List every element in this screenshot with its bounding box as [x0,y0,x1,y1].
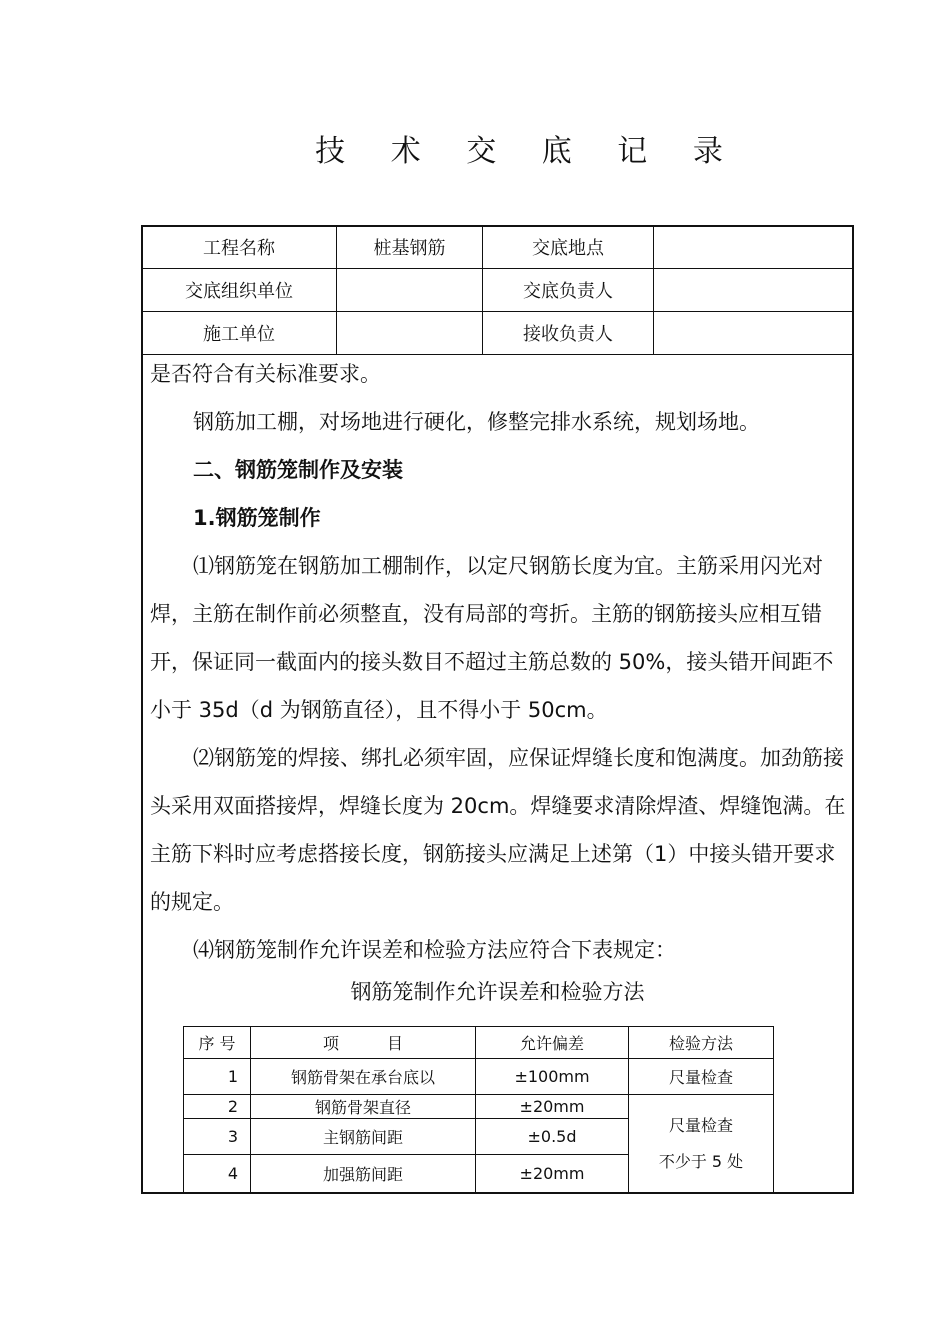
col-header-method: 检验方法 [629,1027,774,1059]
table-row [184,1095,774,1119]
spec-table [183,1026,774,1193]
col-header-no: 序 号 [184,1027,251,1059]
location-value [654,226,854,269]
org-unit-label: 交底组织单位 [142,269,337,312]
responsible-value [654,269,854,312]
table-caption: 钢筋笼制作允许误差和检验方法 [350,980,645,1004]
receiver-value [654,312,854,355]
receiver-label: 接收负责人 [483,312,654,355]
row-tolerance: ±20mm [476,1095,629,1119]
project-name-label: 工程名称 [142,226,337,269]
responsible-label: 交底负责人 [483,269,654,312]
row-no: 3 [184,1119,251,1155]
subsection-heading: 1.钢筋笼制作 [193,506,321,530]
table-row [184,1059,774,1095]
row-tolerance: ±100mm [476,1059,629,1095]
row-no: 1 [184,1059,251,1095]
row-tolerance: ±20mm [476,1155,629,1193]
method-line-2: 不少于 5 处 [658,1151,744,1171]
paragraph: 是否符合有关标准要求。 [150,362,381,386]
row-tolerance: ±0.5d [476,1119,629,1155]
paragraph: 钢筋加工棚，对场地进行硬化，修整完排水系统，规划场地。 [193,410,760,434]
location-label: 交底地点 [483,226,654,269]
row-item: 加强筋间距 [251,1155,476,1193]
construction-unit-value [337,312,483,355]
method-line-1: 尺量检查 [668,1115,733,1135]
project-name-value: 桩基钢筋 [337,226,483,269]
row-item: 钢筋骨架直径 [251,1095,476,1119]
page-title: 技 术 交 底 记 录 [315,134,741,169]
col-header-tolerance: 允许偏差 [476,1027,629,1059]
row-method: 尺量检查 [629,1059,774,1095]
row-no: 2 [184,1095,251,1119]
paragraph: ⑵钢筋笼的焊接、绑扎必须牢固，应保证焊缝长度和饱满度。加劲筋接头采用双面搭接焊，焊缝长度为 20cm。焊缝要求清除焊渣、焊缝饱满。在主筋下料时应考虑搭接长度，钢筋接头应满足上述第（1）中接头错开要求的规定。 [150,746,846,914]
construction-unit-label: 施工单位 [142,312,337,355]
header-table [141,225,854,355]
section-heading: 二、钢筋笼制作及安装 [193,458,403,482]
col-header-item: 项 目 [251,1027,476,1059]
paragraph: ⑷钢筋笼制作允许误差和检验方法应符合下表规定： [193,938,676,962]
row-no: 4 [184,1155,251,1193]
org-unit-value [337,269,483,312]
row-item: 钢筋骨架在承台底以 [251,1059,476,1095]
paragraph: ⑴钢筋笼在钢筋加工棚制作，以定尺钢筋长度为宜。主筋采用闪光对焊，主筋在制作前必须整直，没有局部的弯折。主筋的钢筋接头应相互错开，保证同一截面内的接头数目不超过主筋总数的 50%，接头错开间距不小于 35d（d 为钢筋直径），且不得小于 50cm。 [150,554,834,722]
row-item: 主钢筋间距 [251,1119,476,1155]
merged-method-cell [629,1095,774,1193]
body-text [150,350,850,974]
